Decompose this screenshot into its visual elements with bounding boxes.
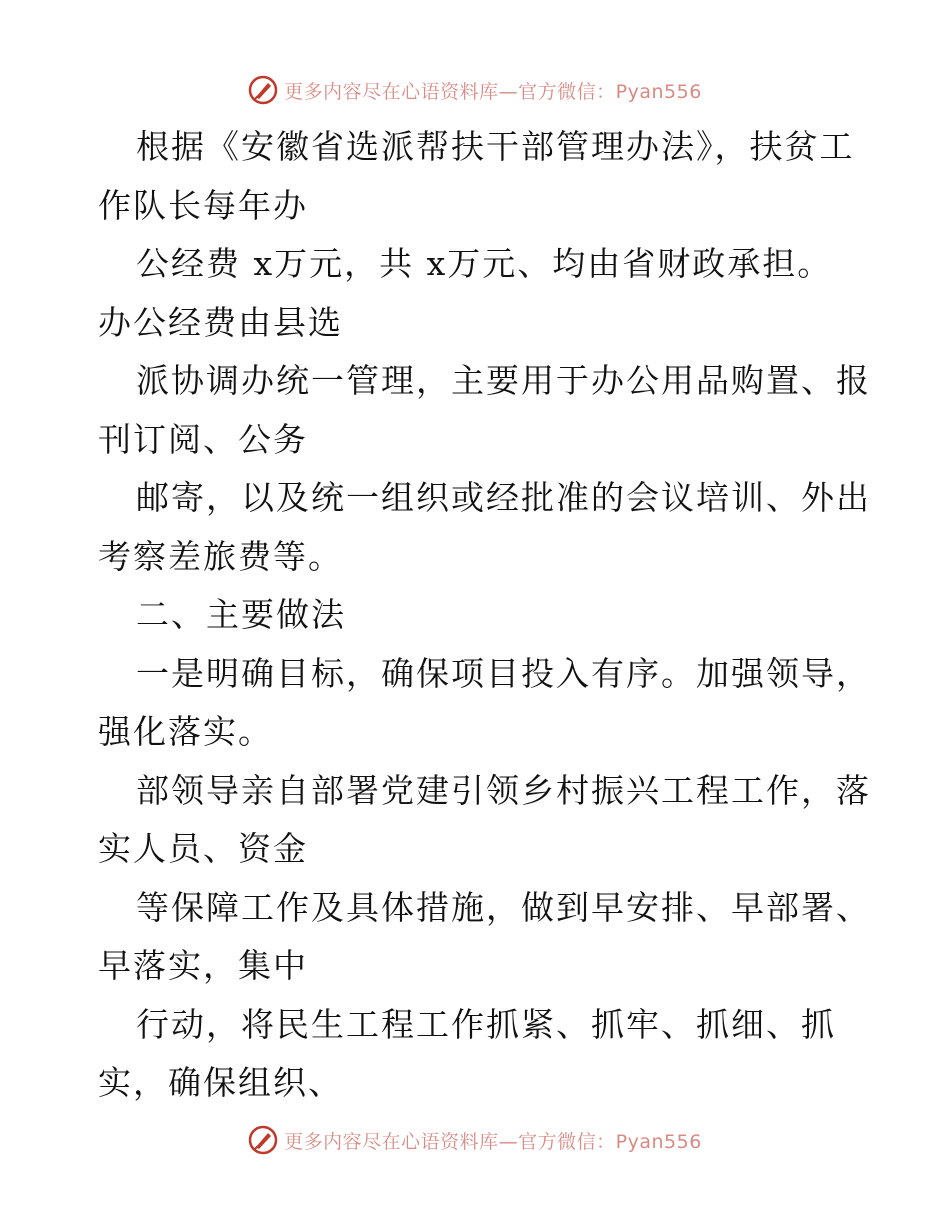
paragraph-line: 考察差旅费等。 (98, 536, 343, 576)
quill-logo-icon (248, 75, 278, 105)
paragraph-line: 刊订阅、公务 (98, 419, 308, 459)
paragraph-line: 早落实，集中 (98, 946, 308, 985)
footer-banner-text: 更多内容尽在心语资料库—官方微信：Pyan556 (284, 1130, 702, 1153)
paragraph-line: 一是明确目标，确保项目投入有序。加强领导， (136, 653, 871, 693)
section-heading: 二、主要做法 (136, 595, 346, 634)
paragraph-line: 派协调办统一管理，主要用于办公用品购置、报 (136, 361, 871, 400)
paragraph-line: 公经费 x万元，共 x万元、均由省财政承担。 (136, 244, 833, 283)
footer-banner (0, 1120, 950, 1160)
paragraph-line: 办公经费由县选 (98, 302, 343, 342)
header-banner-text: 更多内容尽在心语资料库—官方微信：Pyan556 (284, 80, 702, 103)
paragraph-line: 强化落实。 (98, 712, 273, 751)
document-body (98, 118, 871, 1113)
paragraph-line: 邮寄，以及统一组织或经批准的会议培训、外出 (136, 478, 871, 517)
paragraph-line: 行动，将民生工程工作抓紧、抓牢、抓细、抓 (136, 1004, 836, 1044)
header-banner (0, 70, 950, 110)
paragraph-line: 根据《安徽省选派帮扶干部管理办法》，扶贫工 (136, 127, 855, 166)
paragraph-line: 实，确保组织、 (98, 1063, 343, 1102)
paragraph-line: 部领导亲自部署党建引领乡村振兴工程工作，落 (136, 770, 871, 810)
paragraph-line: 实人员、资金 (98, 829, 308, 868)
paragraph-line: 作队长每年办 (98, 185, 308, 225)
quill-logo-icon (248, 1125, 278, 1155)
paragraph-line: 等保障工作及具体措施，做到早安排、早部署、 (136, 887, 871, 927)
